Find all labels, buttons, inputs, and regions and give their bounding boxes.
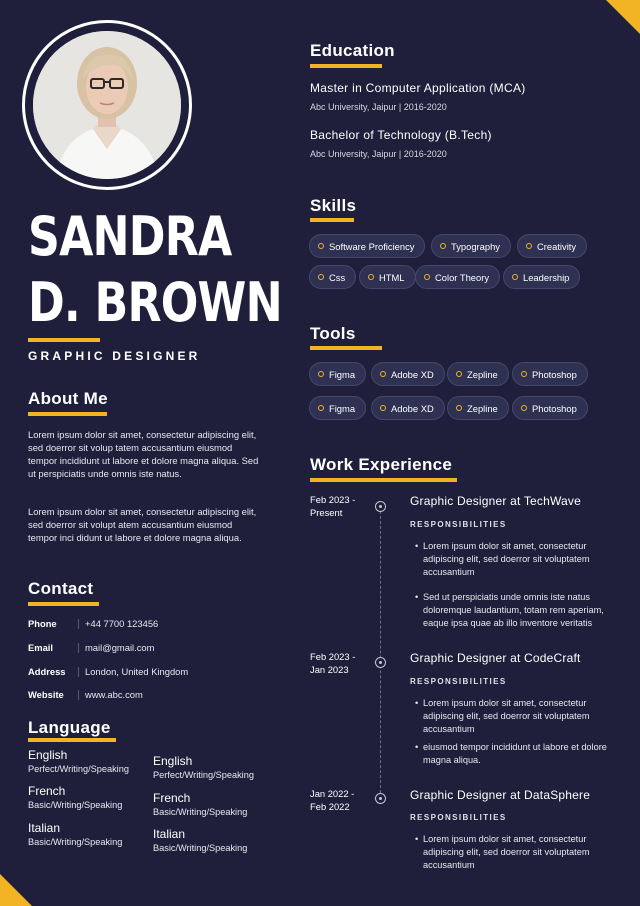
skill-chip <box>517 234 587 258</box>
language-name: French <box>153 791 191 805</box>
tool-label: Photoshop <box>532 368 577 380</box>
job-title: Graphic Designer at CodeCraft <box>410 651 581 665</box>
language-item <box>28 821 122 847</box>
responsibility-item: • Lorem ipsum dolor sit amet, consectetur adipiscing elit, sed doerror sit voluptatem accusantium <box>415 540 615 579</box>
contact-label: Website <box>28 689 64 700</box>
tool-label: Adobe XD <box>391 402 434 414</box>
work-title: Work Experience <box>310 455 453 474</box>
education-detail: Abc University, Jaipur | 2016-2020 <box>310 102 447 112</box>
bullet-ring-icon <box>526 243 532 249</box>
bullet-ring-icon <box>456 405 462 411</box>
tool-chip <box>371 396 445 420</box>
job-dates <box>310 650 355 676</box>
language-level: Perfect/Writing/Speaking <box>28 764 129 774</box>
bullet-ring-icon <box>424 274 430 280</box>
language-item <box>153 791 247 817</box>
bullet-ring-icon <box>512 274 518 280</box>
bullet-ring-icon <box>318 405 324 411</box>
person-name <box>28 204 282 336</box>
language-level: Basic/Writing/Speaking <box>153 843 248 853</box>
divider <box>78 667 79 677</box>
corner-accent-bottom-left <box>0 874 32 906</box>
language-name: Italian <box>28 821 61 835</box>
profile-photo-frame <box>22 20 192 190</box>
job-date-start: Jan 2022 - <box>310 788 355 799</box>
tool-label: Adobe XD <box>391 368 434 380</box>
job-date-end: Jan 2023 <box>310 664 349 675</box>
corner-accent-top-right <box>606 0 640 34</box>
responsibility-item: • Lorem ipsum dolor sit amet, consectetur adipiscing elit, sed doerror sit voluptatem accusantium <box>415 833 615 872</box>
language-item <box>28 748 129 774</box>
language-level: Basic/Writing/Speaking <box>153 807 248 817</box>
language-title: Language <box>28 718 111 737</box>
language-name: English <box>28 748 68 762</box>
name-line-1: SANDRA <box>28 205 232 268</box>
bullet-ring-icon <box>521 405 527 411</box>
contact-phone <box>28 618 158 629</box>
bullet-ring-icon <box>318 274 324 280</box>
name-line-2: D. BROWN <box>28 271 282 334</box>
skills-title: Skills <box>310 196 357 215</box>
skill-label: Leadership <box>523 271 570 283</box>
timeline-node-icon <box>375 793 386 804</box>
timeline-node-icon <box>375 501 386 512</box>
tool-chip <box>447 362 509 386</box>
tool-label: Figma <box>329 402 356 414</box>
tool-chip <box>447 396 509 420</box>
tool-chip <box>512 396 588 420</box>
skill-label: HTML <box>379 271 405 283</box>
skill-chip <box>431 234 511 258</box>
tool-chip <box>309 362 366 386</box>
job-dates <box>310 493 355 519</box>
tool-label: Figma <box>329 368 356 380</box>
contact-label: Address <box>28 666 66 677</box>
language-level: Basic/Writing/Speaking <box>28 800 123 810</box>
skill-chip <box>309 265 356 289</box>
tool-label: Zepline <box>467 402 498 414</box>
skill-label: Css <box>329 271 346 283</box>
skill-chip <box>503 265 580 289</box>
contact-value[interactable]: www.abc.com <box>85 689 143 700</box>
job-date-start: Feb 2023 - <box>310 494 356 505</box>
skill-label: Creativity <box>537 240 577 252</box>
bullet-ring-icon <box>440 243 446 249</box>
role-underline <box>28 338 100 342</box>
contact-value[interactable]: mail@gmail.com <box>85 642 155 653</box>
responsibilities-label: RESPONSIBILITIES <box>410 677 507 686</box>
divider <box>78 643 79 653</box>
education-degree: Master in Computer Application (MCA) <box>310 81 526 95</box>
contact-underline <box>28 602 99 606</box>
job-role: GRAPHIC DESIGNER <box>28 349 201 363</box>
education-detail: Abc University, Jaipur | 2016-2020 <box>310 149 447 159</box>
timeline-line <box>380 506 381 798</box>
profile-photo <box>33 31 181 179</box>
responsibility-item: • Lorem ipsum dolor sit amet, consectetur adipiscing elit, sed doerror sit voluptatem accusantium <box>415 697 615 736</box>
skill-chip <box>415 265 500 289</box>
about-underline <box>28 412 107 416</box>
tool-label: Zepline <box>467 368 498 380</box>
contact-email <box>28 642 154 653</box>
contact-address <box>28 666 188 677</box>
language-name: Italian <box>153 827 186 841</box>
job-date-start: Feb 2023 - <box>310 651 356 662</box>
language-underline <box>28 738 116 742</box>
bullet-ring-icon <box>318 371 324 377</box>
contact-label: Email <box>28 642 54 653</box>
job-title: Graphic Designer at TechWave <box>410 494 582 508</box>
divider <box>78 690 79 700</box>
bullet-ring-icon <box>318 243 324 249</box>
tool-chip <box>512 362 588 386</box>
tool-chip <box>309 396 366 420</box>
responsibilities-label: RESPONSIBILITIES <box>410 813 507 822</box>
about-paragraph-1: Lorem ipsum dolor sit amet, consectetur adipiscing elit, sed doerror sit volup tatem accusantium eiusmod tempor incididunt ut labore et dolore magna aliqua. Sed ut perspiciatis unde omnis iste natus. <box>28 429 259 479</box>
skill-label: Software Proficiency <box>329 240 415 252</box>
divider <box>78 619 79 629</box>
work-underline <box>310 478 457 482</box>
job-date-end: Present <box>310 507 343 518</box>
education-degree: Bachelor of Technology (B.Tech) <box>310 128 492 142</box>
language-level: Perfect/Writing/Speaking <box>153 770 254 780</box>
responsibilities-label: RESPONSIBILITIES <box>410 520 507 529</box>
job-date-end: Feb 2022 <box>310 801 350 812</box>
skills-underline <box>310 218 354 222</box>
tools-title: Tools <box>310 324 356 343</box>
bullet-ring-icon <box>380 371 386 377</box>
responsibility-item: • Sed ut perspiciatis unde omnis iste natus doloremque laudantium, totam rem aperiam, eaque ipsa quae ab illo inventore veritatis <box>415 591 615 630</box>
job-title: Graphic Designer at DataSphere <box>410 788 591 802</box>
bullet-ring-icon <box>456 371 462 377</box>
education-underline <box>310 64 382 68</box>
contact-website <box>28 689 143 700</box>
skill-chip <box>309 234 425 258</box>
skill-chip <box>359 265 416 289</box>
contact-value: +44 7700 123456 <box>85 618 159 629</box>
tool-label: Photoshop <box>532 402 577 414</box>
contact-label: Phone <box>28 618 57 629</box>
skill-label: Typography <box>451 240 500 252</box>
timeline-node-icon <box>375 657 386 668</box>
about-paragraph-2: Lorem ipsum dolor sit amet, consectetur adipiscing elit, sed doerror sit volupt atem accusantium eiusmod tempor inci didunt ut labore et dolore magna aliqua. <box>28 506 257 543</box>
bullet-ring-icon <box>380 405 386 411</box>
contact-title: Contact <box>28 579 94 598</box>
language-level: Basic/Writing/Speaking <box>28 837 123 847</box>
language-name: English <box>153 754 193 768</box>
responsibility-item: • eiusmod tempor incididunt ut labore et dolore magna aliqua. <box>415 741 615 767</box>
contact-value: London, United Kingdom <box>85 666 189 677</box>
language-name: French <box>28 784 66 798</box>
language-item <box>153 827 247 853</box>
skill-label: Color Theory <box>435 271 490 283</box>
education-title: Education <box>310 41 395 60</box>
language-item <box>153 754 254 780</box>
tool-chip <box>371 362 445 386</box>
about-title: About Me <box>28 389 108 408</box>
job-dates <box>310 787 354 813</box>
tools-underline <box>310 346 382 350</box>
language-item <box>28 784 122 810</box>
bullet-ring-icon <box>521 371 527 377</box>
bullet-ring-icon <box>368 274 374 280</box>
